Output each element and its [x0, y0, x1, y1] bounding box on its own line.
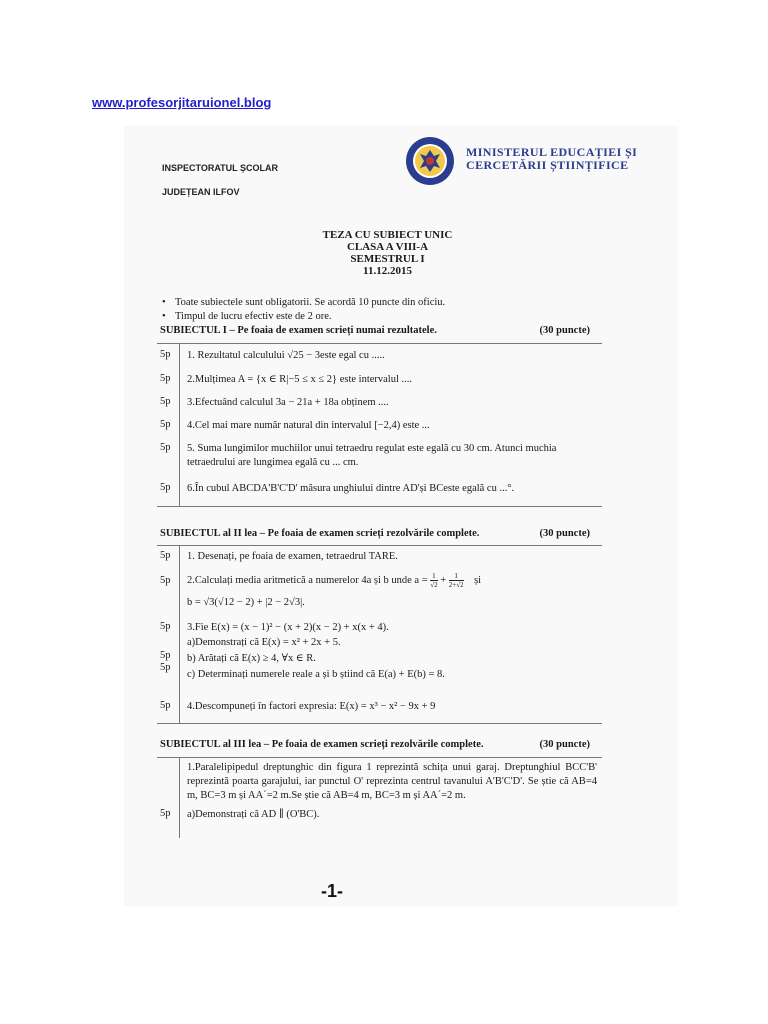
question: 3.Fie E(x) = (x − 1)² − (x + 2)(x − 2) + x(x + 4). — [187, 622, 389, 633]
points-label: 5p — [160, 700, 171, 711]
section1-heading — [160, 325, 590, 336]
question: 5. Suma lungimilor muchiilor unui tetraedru regulat este egală cu 30 cm. Atunci muchia tetraedrului are lungimea egală cu ... cm. — [187, 443, 557, 468]
column-divider — [179, 546, 180, 723]
question: 1. Desenați, pe foaia de examen, tetraedrul TARE. — [187, 551, 398, 562]
points-label: 5p — [160, 662, 171, 673]
points-label: 5p — [160, 621, 171, 632]
exam-title — [300, 229, 475, 277]
site-link[interactable]: www.profesorjitaruionel.blog — [92, 95, 272, 110]
points-label: 5p — [160, 650, 171, 661]
section1-points: (30 puncte) — [539, 325, 590, 336]
question: 1.Paralelipipedul dreptunghic din figura 1 reprezintă schița unui garaj. Dreptunghiul BCC'B' reprezintă poarta garajului, iar punctul O' reprezinta centrul tavanului A'B'C'D'. Se știe că AB=4 m, BC=3 m și AA´=2 m.Se știe că AB=4 m, BC=3 m și AA´=2 m. — [187, 762, 597, 801]
title-line4: 11.12.2015 — [363, 265, 412, 277]
question: 4.Cel mai mare număr natural din intervalul [−2,4) este ... — [187, 420, 430, 431]
denominator: √2 — [430, 581, 438, 589]
points-label: 5p — [160, 396, 171, 407]
title-line2: CLASA A VIII-A — [346, 241, 429, 253]
government-seal-icon — [405, 136, 455, 186]
rule-item: • Timpul de lucru efectiv este de 2 ore. — [175, 310, 445, 324]
points-label: 5p — [160, 442, 171, 453]
page-number: -1- — [321, 881, 343, 901]
inspectorat-line2: JUDEȚEAN ILFOV — [162, 187, 240, 197]
divider — [157, 506, 602, 507]
title-line1: TEZA CU SUBIECT UNIC — [322, 229, 453, 241]
plus-sign: + — [440, 574, 447, 586]
question-cont: b = √3(√12 − 2) + |2 − 2√3|. — [187, 597, 305, 608]
fraction — [449, 572, 464, 589]
question-part: c) Determinați numerele reale a și b știind că E(a) + E(b) = 8. — [187, 669, 445, 680]
section2-points: (30 puncte) — [539, 528, 590, 539]
question: 3.Efectuând calculul 3a − 21a + 18a obținem .... — [187, 397, 389, 408]
question-part: a)Demonstrați că AD ∥ (O'BC). — [187, 809, 320, 820]
title-line3: SEMESTRUL I — [350, 253, 425, 265]
inspectorat-line1: INSPECTORATUL ȘCOLAR — [162, 163, 279, 173]
divider — [157, 723, 602, 724]
question-part: a)Demonstrați că E(x) = x² + 2x + 5. — [187, 637, 341, 648]
section1-title: SUBIECTUL I – Pe foaia de examen scrieți numai rezultatele. — [160, 325, 437, 336]
points-label: 5p — [160, 808, 171, 819]
section2-title: SUBIECTUL al II lea – Pe foaia de examen scrieți rezolvările complete. — [160, 528, 480, 539]
rule-item: • Toate subiectele sunt obligatorii. Se acordă 10 puncte din oficiu. — [175, 296, 445, 310]
points-label: 5p — [160, 550, 171, 561]
column-divider — [179, 758, 180, 838]
column-divider — [179, 344, 180, 506]
numerator: 1 — [449, 572, 464, 581]
q2-text: 2.Calculați media aritmetică a numerelor 4a și b unde a = — [187, 574, 428, 586]
question: 1. Rezultatul calculului √25 − 3este egal cu ..... — [187, 350, 385, 361]
exam-rules — [175, 296, 445, 324]
points-label: 5p — [160, 373, 171, 384]
section3-heading — [160, 739, 590, 750]
question: 4.Descompuneți în factori expresia: E(x) = x³ − x² − 9x + 9 — [187, 701, 436, 712]
section3-points: (30 puncte) — [539, 739, 590, 750]
denominator: 2+√2 — [448, 581, 464, 589]
fraction — [430, 572, 437, 589]
section2-heading — [160, 528, 590, 539]
points-label: 5p — [160, 419, 171, 430]
points-label: 5p — [160, 575, 171, 586]
ministry-name — [466, 146, 637, 172]
points-label: 5p — [160, 349, 171, 360]
question: 2.Mulțimea A = {x ∈ R|−5 ≤ x ≤ 2} este intervalul .... — [187, 374, 413, 385]
conjunction: și — [474, 574, 482, 586]
numerator: 1 — [432, 572, 436, 580]
divider — [157, 757, 602, 758]
ministry-line2: CERCETĂRII ȘTIINȚIFICE — [466, 158, 629, 172]
ministry-line1: MINISTERUL EDUCAȚIEI ȘI — [466, 145, 638, 159]
divider — [157, 545, 602, 546]
points-label: 5p — [160, 482, 171, 493]
question: 6.În cubul ABCDA'B'C'D' măsura unghiului dintre AD'și BCeste egală cu ...°. — [187, 483, 515, 494]
divider — [157, 343, 602, 344]
question — [187, 572, 597, 589]
question-part: b) Arătați că E(x) ≥ 4, ∀x ∈ R. — [187, 653, 316, 664]
section3-title: SUBIECTUL al III lea – Pe foaia de examen scrieți rezolvările complete. — [160, 739, 484, 750]
